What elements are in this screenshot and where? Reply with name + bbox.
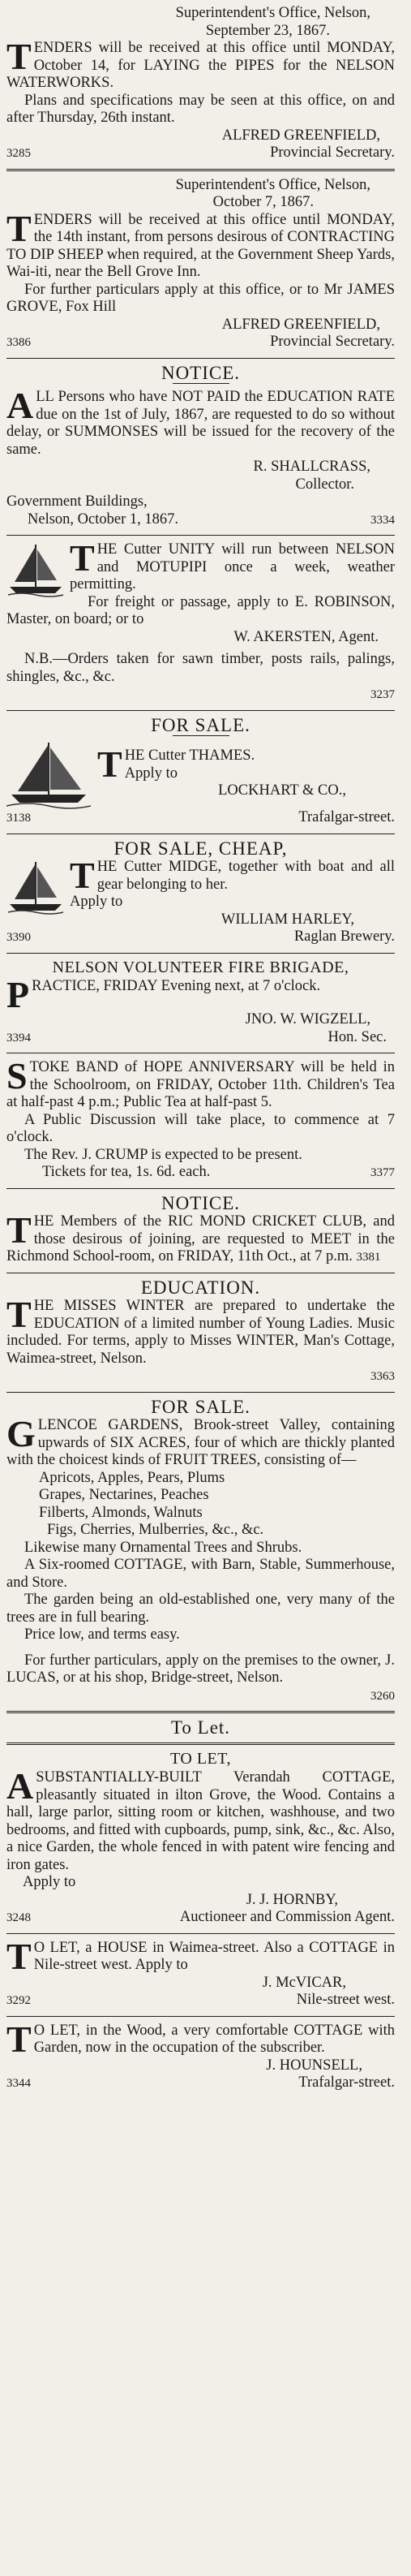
drop-cap: T — [6, 1209, 32, 1251]
drop-cap: S — [6, 1055, 28, 1096]
ad-body: HE MISSES WINTER are prepared to undertake the EDUCATION of a limited number of Young Ladies. Music included. For terms, apply to Misses WINTER, Man's Cottage, Waimea-street, Nelson. — [6, 1298, 395, 1367]
ad-date: October 7, 1867. — [212, 194, 314, 210]
sale-heading: FOR SALE, CHEAP, — [113, 838, 288, 859]
divider — [6, 1742, 395, 1745]
sale-heading: FOR SALE. — [151, 1396, 250, 1417]
ad-place: Government Buildings, — [6, 493, 148, 510]
ad-body-3: The Rev. J. CRUMP is expected to be present. — [24, 1146, 302, 1163]
drop-cap: A — [6, 385, 34, 426]
house-to-let-ad — [6, 1935, 395, 2010]
ad-body-4: Tickets for tea, 1s. 6d. each. — [42, 1164, 211, 1180]
ad-place: Raglan Brewery. — [293, 928, 395, 945]
fire-brigade-notice — [6, 959, 395, 1048]
ad-body: O LET, a HOUSE in Waimea-street. Also a COTTAGE in Nile-street west. Apply to — [33, 1939, 395, 1973]
divider — [6, 1392, 395, 1393]
ad-signer: J. J. HORNBY, — [246, 1891, 338, 1908]
ad-date: September 23, 1867. — [205, 22, 330, 39]
notice-heading: NOTICE. — [161, 362, 241, 383]
ad-body: RACTICE, FRIDAY Evening next, at 7 o'clock. — [32, 978, 321, 994]
glencoe-gardens-for-sale — [6, 1398, 395, 1706]
divider — [6, 1188, 395, 1189]
ad-number: 3285 — [6, 147, 31, 160]
ad-body: TOKE BAND of HOPE ANNIVERSARY will be held in the Schoolroom, on FRIDAY, October 11th. Children's Tea at half-past 4 p.m.; Public Tea at half-past 5. — [6, 1059, 395, 1110]
ad-signer: R. SHALLCRASS, — [253, 459, 370, 475]
drop-cap: T — [6, 2018, 32, 2060]
ad-signer: J. HOUNSELL, — [266, 2057, 362, 2074]
ad-signer: J. McVICAR, — [262, 1974, 346, 1991]
ad-body-6: For further particulars, apply on the premises to the owner, J. LUCAS, or at his shop, Bridge-street, Nelson. — [6, 1652, 395, 1686]
cricket-club-notice — [6, 1192, 395, 1267]
cutter-unity-ad — [6, 537, 395, 704]
ad-signer: ALFRED GREENFIELD, — [221, 316, 380, 333]
ad-place-2: Nelson, October 1, 1867. — [28, 510, 178, 528]
ad-place: Trafalgar-street. — [298, 809, 395, 825]
ad-signer-title: Collector. — [295, 476, 354, 493]
to-let-section — [6, 1719, 395, 1928]
ad-signer: JNO. W. WIGZELL, — [245, 1011, 370, 1027]
ad-number: 3344 — [6, 2077, 31, 2090]
list-item: Grapes, Nectarines, Peaches — [39, 1487, 209, 1503]
cutter-thames-for-sale — [6, 714, 395, 828]
sale-heading: FOR SALE. — [151, 714, 250, 735]
ad-place: Nile-street west. — [296, 1992, 395, 2008]
drop-cap: G — [6, 1413, 36, 1454]
drop-cap: T — [6, 1935, 32, 1977]
ad-signer-title: Hon. Sec. — [328, 1028, 387, 1045]
ad-number: 3394 — [6, 1031, 31, 1045]
ad-body-2: For freight or passage, apply to E. ROBINSON, Master, on board; or to — [6, 593, 395, 627]
drop-cap: A — [6, 1765, 34, 1807]
brigade-heading: NELSON VOLUNTEER FIRE BRIGADE, — [52, 958, 349, 976]
ad-body: HE Members of the RIC MOND CRICKET CLUB, and those desirous of joining, are requested to MEET in the Richmond School-room, on FRIDAY, 11th Oct., at 7 p.m. — [6, 1213, 395, 1264]
ad-body-4: The garden being an old-established one, very many of the trees are in full bearing. — [6, 1592, 395, 1626]
ad-body: LENCOE GARDENS, Brook-street Valley, containing upwards of SIX ACRES, four of which are thickly planted with the choicest kinds of FRUIT TREES, consisting of— — [6, 1417, 395, 1468]
short-rule — [173, 383, 229, 384]
ad-number: 3386 — [6, 336, 31, 349]
band-of-hope-notice — [6, 1055, 395, 1182]
list-item: Apricots, Apples, Pears, Plums — [39, 1469, 225, 1486]
tender-sheep-dipping-ad — [6, 177, 395, 352]
short-rule — [173, 735, 229, 736]
ad-number: 3390 — [6, 931, 31, 944]
drop-cap: T — [6, 1294, 32, 1335]
ad-number: 3377 — [370, 1166, 395, 1179]
ad-place: Trafalgar-street. — [298, 2074, 395, 2091]
ad-number: 3363 — [370, 1370, 395, 1383]
cottage-to-let-ad — [6, 2018, 395, 2093]
notice-heading: NOTICE. — [161, 1192, 241, 1213]
divider — [6, 1711, 395, 1713]
ad-signer: W. AKERSTEN, Agent. — [233, 628, 379, 645]
ad-number: 3334 — [370, 513, 395, 527]
education-rate-notice — [6, 364, 395, 530]
cutter-midge-for-sale — [6, 840, 395, 947]
to-let-heading: To Let. — [170, 1717, 231, 1738]
ad-body: HE Cutter MIDGE, together with boat and all gear belonging to her. — [96, 859, 395, 893]
ad-body-5: Price low, and terms easy. — [24, 1626, 180, 1643]
ad-number: 3381 — [356, 1251, 381, 1264]
drop-cap: T — [70, 537, 95, 579]
ad-origin: Superintendent's Office, Nelson, — [175, 176, 370, 193]
ad-body: HE Cutter UNITY will run between NELSON and MOTUPIPI once a week, weather permitting. — [70, 541, 395, 592]
ad-body: O LET, in the Wood, a very comfortable COTTAGE with Garden, now in the occupation of the subscriber. — [33, 2022, 395, 2056]
ad-body: ENDERS will be received at this office until MONDAY, the 14th instant, from persons desirous of CONTRACTING TO DIP SHEEP when required, at the Government Sheep Yards, Wai-iti, near the Bell Grove Inn. — [6, 211, 395, 280]
ad-apply: Apply to — [70, 894, 123, 910]
ad-body: LL Persons who have NOT PAID the EDUCATION RATE due on the 1st of July, 1867, are requested to do so without delay, or SUMMONSES will be issued for the recovery of the same. — [6, 389, 395, 458]
divider — [6, 1933, 395, 1934]
drop-cap: T — [70, 855, 95, 896]
to-let-subheading: TO LET, — [170, 1749, 231, 1768]
ad-signer: WILLIAM HARLEY, — [220, 911, 354, 928]
drop-cap: T — [97, 743, 122, 785]
ad-apply: Apply to — [124, 765, 178, 782]
ad-body-3: A Six-roomed COTTAGE, with Barn, Stable, Summerhouse, and Store. — [6, 1557, 395, 1591]
tender-waterworks-ad — [6, 5, 395, 163]
ad-number: 3237 — [370, 688, 395, 701]
sailing-ship-icon — [6, 859, 65, 915]
ad-signer-title: Auctioneer and Commission Agent. — [179, 1909, 395, 1925]
ad-number: 3248 — [6, 1911, 31, 1924]
divider — [6, 169, 395, 171]
ad-note: N.B.—Orders taken for sawn timber, posts rails, palings, shingles, &c., &c. — [6, 651, 395, 685]
ad-signer-title: Provincial Secretary. — [270, 334, 395, 350]
ad-signer: LOCKHART & CO., — [218, 782, 346, 799]
ad-body-2: Plans and specifications may be seen at this office, on and after Thursday, 26th instant. — [6, 92, 395, 126]
list-item: Figs, Cherries, Mulberries, &c., &c. — [47, 1522, 264, 1538]
ad-apply: Apply to — [23, 1874, 76, 1890]
ad-signer-title: Provincial Secretary. — [270, 144, 395, 161]
ad-body-2: For further particulars apply at this office, or to Mr JAMES GROVE, Fox Hill — [6, 281, 395, 315]
ad-number: 3292 — [6, 1994, 31, 2007]
ad-body: SUBSTANTIALLY-BUILT Verandah COTTAGE, pleasantly situated in ilton Grove, the Wood. Contains a hall, large parlor, sitting room or kitchen, washhouse, and two bedrooms, and fitted with cupboards, pump, sink, &c., &c. Also, a nice Garden, the whole fenced in with patent wire fencing and iron gates. — [6, 1769, 395, 1873]
divider — [6, 710, 395, 711]
ad-number: 3260 — [370, 1689, 395, 1703]
divider — [6, 535, 395, 536]
ad-number: 3138 — [6, 812, 31, 825]
ad-body: ENDERS will be received at this office until MONDAY, October 14, for LAYING the PIPES for the NELSON WATERWORKS. — [6, 40, 395, 91]
sailing-ship-icon — [6, 541, 65, 598]
drop-cap: P — [6, 974, 30, 1015]
education-heading: EDUCATION. — [140, 1277, 261, 1298]
list-item: Filberts, Almonds, Walnuts — [39, 1504, 203, 1521]
education-notice — [6, 1279, 395, 1386]
drop-cap: T — [6, 36, 32, 77]
drop-cap: T — [6, 207, 32, 249]
sailing-ship-icon — [6, 741, 91, 809]
fruit-list — [6, 1470, 395, 1540]
ad-body-2: Likewise many Ornamental Trees and Shrubs. — [24, 1539, 302, 1556]
ad-body-2: A Public Discussion will take place, to commence at 7 o'clock. — [6, 1111, 395, 1145]
divider — [6, 953, 395, 954]
ad-signer: ALFRED GREENFIELD, — [221, 127, 380, 144]
ad-origin: Superintendent's Office, Nelson, — [175, 5, 370, 21]
divider — [6, 358, 395, 359]
ad-body: HE Cutter THAMES. — [124, 747, 255, 764]
divider — [6, 2016, 395, 2017]
